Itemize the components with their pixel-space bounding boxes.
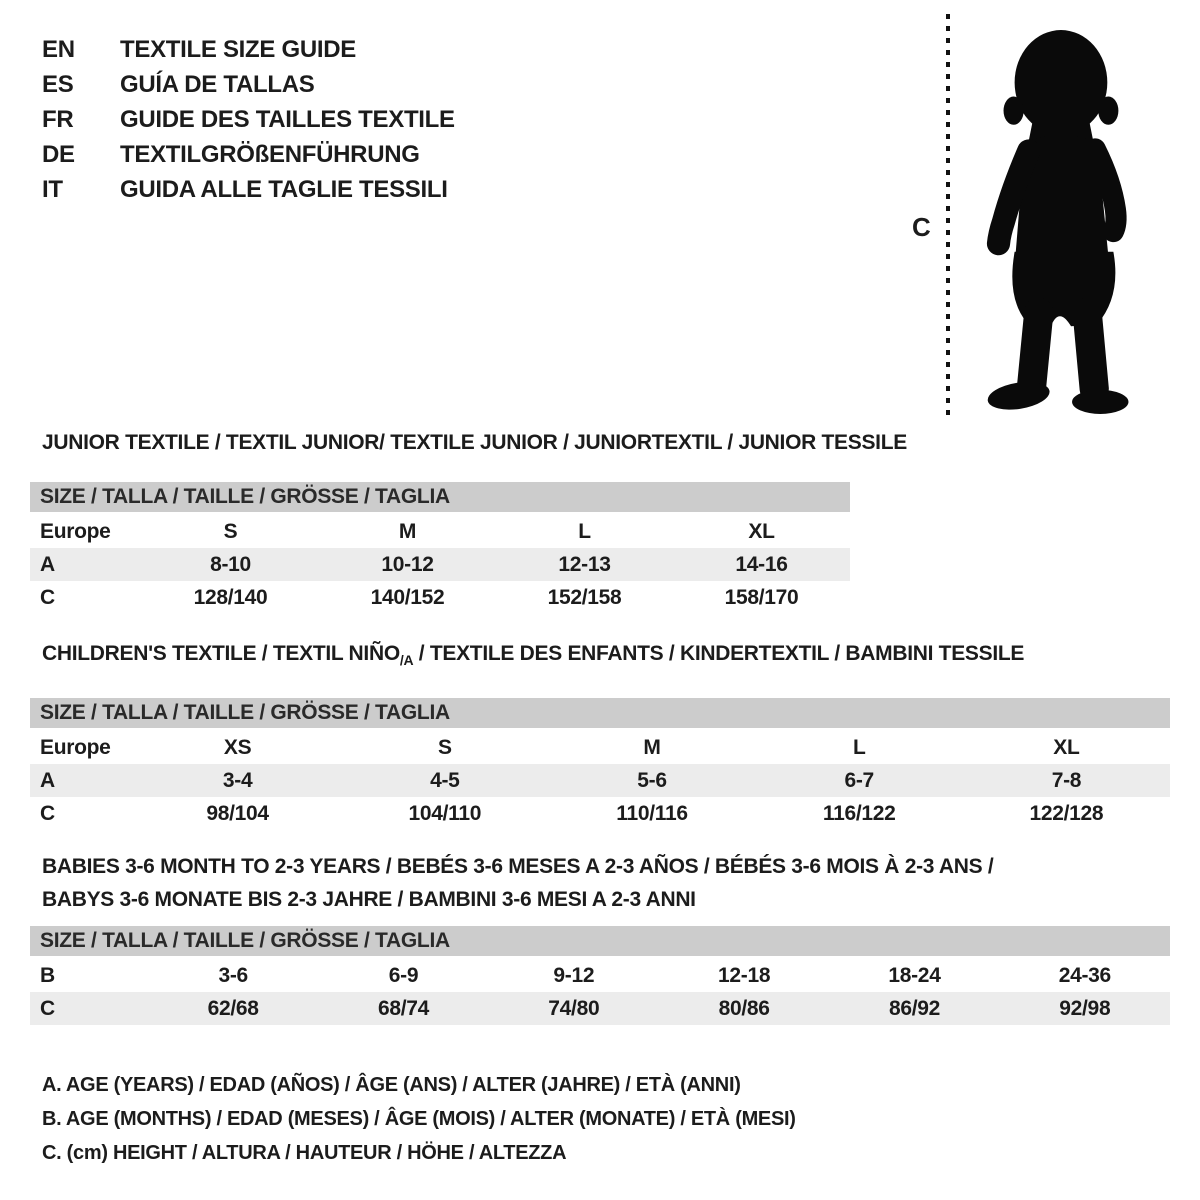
baby-figure	[900, 10, 1180, 425]
section-junior-textile	[30, 430, 907, 614]
height-cell: 104/110	[408, 802, 482, 826]
size-cell: XS	[223, 736, 252, 760]
language-row-de	[42, 137, 455, 172]
months-cell: 24-36	[1058, 964, 1111, 987]
legend-line-a: A. AGE (YEARS) / EDAD (AÑOS) / ÂGE (ANS) / ALTER (JAHRE) / ETÀ (ANNI)	[42, 1074, 741, 1096]
age-cell: 8-10	[210, 553, 251, 576]
height-cell: 122/128	[1029, 802, 1104, 826]
children-title-subscript: /A	[399, 652, 414, 669]
children-size-header-bar: SIZE / TALLA / TAILLE / GRÖSSE / TAGLIA	[30, 698, 1170, 728]
table-row-junior-europe	[30, 515, 850, 548]
height-cell: 158/170	[724, 586, 799, 609]
size-cell: L	[578, 520, 591, 543]
children-title-pre: CHILDREN'S TEXTILE / TEXTIL NIÑO	[42, 642, 400, 665]
language-row-fr	[42, 102, 455, 137]
junior-size-header-bar: SIZE / TALLA / TAILLE / GRÖSSE / TAGLIA	[30, 482, 850, 512]
junior-section-title: JUNIOR TEXTILE / TEXTIL JUNIOR/ TEXTILE JUNIOR / JUNIORTEXTIL / JUNIOR TESSILE	[42, 431, 907, 454]
table-row-junior-age	[30, 548, 850, 581]
babies-section-title-line2: BABYS 3-6 MONATE BIS 2-3 JAHRE / BAMBINI 3-6 MESI A 2-3 ANNI	[42, 888, 696, 911]
row-label: C	[40, 802, 55, 826]
height-cell: 140/152	[370, 586, 445, 609]
height-cell: 110/116	[616, 802, 688, 826]
row-label: C	[40, 997, 55, 1020]
section-children-textile	[30, 641, 1170, 830]
age-cell: 4-5	[430, 769, 460, 793]
table-row-children-height	[30, 797, 1170, 830]
table-row-babies-height	[30, 992, 1170, 1025]
size-cell: M	[643, 736, 661, 760]
height-cell: 74/80	[548, 997, 600, 1020]
size-cell: XL	[748, 520, 775, 543]
guide-title-es: GUÍA DE TALLAS	[120, 71, 315, 98]
guide-title-de: TEXTILGRÖßENFÜHRUNG	[120, 141, 420, 168]
height-cell: 128/140	[193, 586, 268, 609]
babies-section-title-line1: BABIES 3-6 MONTH TO 2-3 YEARS / BEBÉS 3-6 MESES A 2-3 AÑOS / BÉBÉS 3-6 MOIS À 2-3 ANS /	[42, 855, 994, 878]
table-row-children-age	[30, 764, 1170, 797]
age-cell: 12-13	[558, 553, 611, 576]
size-cell: S	[437, 736, 452, 760]
language-code: IT	[42, 176, 63, 203]
language-code: DE	[42, 141, 75, 168]
measurement-legend	[42, 1068, 796, 1170]
months-cell: 9-12	[553, 964, 595, 987]
toddler-silhouette-icon	[968, 22, 1163, 420]
language-row-it	[42, 172, 455, 207]
language-code: FR	[42, 106, 74, 133]
height-measure-label: C	[912, 212, 931, 242]
row-label: B	[40, 964, 55, 987]
size-cell: L	[852, 736, 866, 760]
language-code: ES	[42, 71, 74, 98]
height-cell: 116/122	[822, 802, 896, 826]
height-cell: 86/92	[888, 997, 940, 1020]
age-cell: 5-6	[637, 769, 667, 793]
children-section-title	[30, 641, 1170, 673]
size-cell: XL	[1053, 736, 1080, 760]
size-cell: M	[398, 520, 417, 543]
language-row-es	[42, 67, 455, 102]
age-cell: 6-7	[844, 769, 874, 793]
height-dash-line-icon	[944, 14, 952, 422]
age-cell: 7-8	[1051, 769, 1082, 793]
months-cell: 12-18	[718, 964, 771, 987]
size-cell: S	[223, 520, 238, 543]
legend-line-c: C. (cm) HEIGHT / ALTURA / HAUTEUR / HÖHE / ALTEZZA	[42, 1142, 567, 1164]
guide-title-fr: GUIDE DES TAILLES TEXTILE	[120, 106, 455, 133]
language-row-en	[42, 32, 455, 67]
height-cell: 92/98	[1059, 997, 1111, 1020]
legend-line-b: B. AGE (MONTHS) / EDAD (MESES) / ÂGE (MOIS) / ALTER (MONATE) / ETÀ (MESI)	[42, 1108, 796, 1130]
row-label: Europe	[40, 520, 111, 543]
months-cell: 3-6	[218, 964, 248, 987]
row-label: A	[40, 553, 55, 576]
age-cell: 10-12	[381, 553, 434, 576]
row-label: C	[40, 586, 55, 609]
table-row-babies-months	[30, 959, 1170, 992]
guide-title-en: TEXTILE SIZE GUIDE	[120, 36, 356, 63]
height-cell: 98/104	[206, 802, 269, 826]
months-cell: 18-24	[888, 964, 941, 987]
row-label: Europe	[40, 736, 111, 760]
row-label: A	[40, 769, 55, 793]
age-cell: 3-4	[222, 769, 253, 793]
section-babies-textile	[30, 850, 1170, 1025]
height-cell: 152/158	[547, 586, 622, 609]
age-cell: 14-16	[735, 553, 788, 576]
table-row-junior-height	[30, 581, 850, 614]
table-row-children-europe	[30, 731, 1170, 764]
height-cell: 80/86	[718, 997, 770, 1020]
months-cell: 6-9	[388, 964, 419, 987]
height-cell: 62/68	[207, 997, 259, 1020]
children-title-post: / TEXTILE DES ENFANTS / KINDERTEXTIL / BAMBINI TESSILE	[413, 642, 1025, 665]
language-code: EN	[42, 36, 75, 63]
guide-title-it: GUIDA ALLE TAGLIE TESSILI	[120, 176, 448, 203]
height-cell: 68/74	[377, 997, 430, 1020]
language-header	[42, 32, 455, 207]
babies-size-header-bar: SIZE / TALLA / TAILLE / GRÖSSE / TAGLIA	[30, 926, 1170, 956]
